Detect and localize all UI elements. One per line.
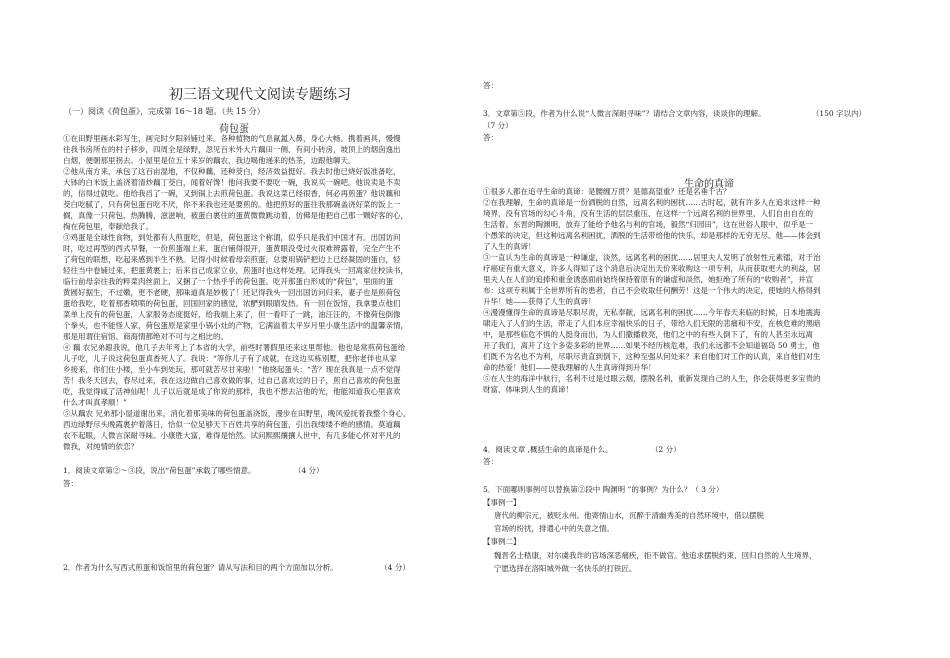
passage-line: 黄圆好据生，不过嫩，更不老硬，那味道真是妙极了！还记得我头一回出国访问归来，妻子也是煎荷包 [63,288,401,297]
left-column [0,0,468,658]
passage-2-line: 开了我们，离开了这个多姿多彩的世界……如果不经历核危难，我们永远都不会知道福岛 50 勇士，他 [483,341,820,350]
passage-2-line: ①很多人都在追寻生命的真谛：是腰缠万贯？是德高望重？还是名垂千古？ [483,187,731,196]
example-2-title: 【事例二】 [483,537,521,546]
passage-line: 了荷包的联想，吃起来感到半生不熟。记得小时候看母亲煎蛋，总要用锅铲把边上已经凝固的蛋白，轻 [63,255,401,264]
example-2-line: 魏晋名士嵇康，对尔虞我诈的官场深恶痛疾，拒不做官。他追求摆脱约束、回归自然的人生境界， [494,551,817,560]
passage-line: 临行前母亲往我的粹菜肉丝面上，又捆了一个热乎乎的荷包蛋。吃开那蛋白形成的“荷包”，里面的蛋 [63,277,394,286]
example-2-body [494,549,944,575]
passage-2-title: 生命的真谛 [684,179,734,190]
question-2-score: （4 分） [380,563,410,572]
passage-2-line: 啸走入了人们的生活，带走了人们本应幸福快乐的日子，带给人们无限的悲痛和不安，在核危难的黑暗 [483,319,821,328]
page-title: 初三语文现代文阅读专题练习 [169,87,351,103]
passage-2-line: 了人生的真谛！ [483,242,536,251]
passage-line: 那是用谓住宿馆、商海情都绝对不可与之相比的。 [63,332,228,341]
passage-line: ①在田野里画水彩写生，画完时夕阳斜铺过来。各种植物的气息氤氲入鼻，身心大畅。携着画具，慢慢 [63,134,401,143]
passage-2-line: 布：这项专利属于全世界所有的患者，自己不会收取任何酬劳！这是一个伟大的决定，使她的人格得到 [483,286,821,295]
passage-2-line: 疗癌症有重大意义，许多人得知了这个消息后决定出天价来收购这一项专利，从而获取更大的利益，居 [483,264,821,273]
question-3-score: （7 分） [483,121,513,130]
question-3-text: 3．文章第⑤段，作者为什么说“人微言深耐寻味”？请结合文章内容，谈谈你的理解。 [483,109,766,118]
passage-line: ③鸡蛋是全球性食物，到处都有人煎蛋吃，但是，荷包蛋这个称谓，似乎只是我们中国才有。出国访问 [63,233,401,242]
question-2-text: 2．作者为什么写西式煎蛋和饭馆里的荷包蛋？请从写法和目的两个方面加以分析。 [63,563,338,572]
example-1-line: 官场的纷扰，排遣心中的失意之情。 [494,524,614,533]
passage-2-line: 们既不为名也不为利，尽职尽责直到倒下，这种至强从何处来？来自他们对工作的认真，来自他们对生 [483,352,821,361]
example-2-line: 宁愿选择在洛阳城外做一名快乐的打铁匠。 [494,564,637,573]
passage-line: 乡接来，你们住小楼，坐小车到处玩，那可就苦尽甘来啦！”他挠起蛋头：“苦？现在我真是一点不觉得 [63,365,401,374]
passage-line: ⑤从藕农 兄弟那小屋道谢出来，消化着那美味的荷包蛋盖浇饭，漫步在田野里，晚风爱抚着我整个身心， [63,409,411,418]
example-1-title: 【事例一】 [483,498,521,507]
passage-line: 轻往当中卷铺过来，把蛋黄裹上；后来自己成家立业，煎蛋时也这样处理。记得我头一回离家住校读书， [63,266,408,275]
passage-line: 西边绿野尽头晚霞裹护着落日，恰似一位足够天下百姓共享的荷包蛋，引出我缕缕不绝的感情。莫道藕 [63,420,401,429]
passage-2-line: 里夫人在人们的追捧和重金诱惑面前始终保持着原有的谦虚和淡然，她拒绝了所有的“收购者”，并宣 [483,275,814,284]
question-1 [63,465,324,476]
passage-line: ④ 藕 农兄弟跟我说，他几子去年考上了本省的大学，前些时署假里还来这里帮他。他也是常煎荷包蛋给 [63,343,406,352]
passage-line: 往我书房所在的村子移步，四周全是绿野，忽见百米外大片藕田一侧，有间小砖房，坡顶上的烟囱逸出 [63,145,401,154]
question-3-limit: （150 字以内） [811,109,867,118]
passage-2-line: 升华！她——获得了人生的真谛！ [483,297,596,306]
passage-2-line: 中，是那些临危不惧的人挺身而出，为人们撒播救亮，他们之中的有些人倒下了，有的人甚至永远离 [483,330,813,339]
passage-2-line: ③一直认为生命的真谛是一种谦虚，淡然，远离名利的困扰……居里夫人发明了放射性元素镭，对于治 [483,253,821,262]
example-1-body [494,509,944,535]
question-3-answer-label: 答： [483,133,498,142]
answer-label-top: 答： [483,81,498,90]
question-4-text: 4．阅读文章 ,概括生命的真谛是什么。 [483,445,613,454]
passage-2-line: 命的热爱！他们——使我理解的人生真谛得到升华！ [483,363,656,372]
passage-line: 蛋给我吃，吃着那香喷喷的荷包蛋，回国回家的感觉，浓酽到眼睛发热。有一回在饭馆，我拿要点他们 [63,299,401,308]
passage-title: 荷包蛋 [219,124,249,135]
passage-2-line: 境界，没有官场的勾心斗角，没有生活的层层重压，在这样一个远离名利的世界里，人们自由自在的 [483,209,813,218]
question-1-score: （4 分） [293,466,324,475]
question-3 [483,108,866,119]
passage-2-line: ⑤在人生的海洋中航行，名利不过是过眼云烟，摆脱名利，重新发现自己的人生，你会获得更多宝贵的 [483,374,821,383]
passage-2-body [483,186,933,395]
passage-line: 白烟，便朝那里拐去。小屋里是位五十来岁的藕农，我边喝他递来的热茶，边跟他聊天。 [63,156,356,165]
passage-2-line: 生活着。东晋的陶渊明，放弃了能给予他名与利的官场，毅然“归园田”，这在世俗人眼中，似乎是一 [483,220,814,229]
example-1-line: 唐代的柳宗元，被贬永州。他寄情山水，沉醉于清幽秀美的自然环境中，借以摆脱 [494,511,764,520]
passage-line: 微我，对纯情的依恋？ [63,442,138,451]
passage-line: 个拳头，也不能怪人家，荷包蛋原是家里小锅小灶的产物，它满溢着太平岁月里小康生活中的温馨亲情， [63,321,408,330]
question-1-text: 1．阅读文章第②～③段，说出“荷包蛋”承载了哪些情意。 [63,466,256,475]
passage-2-line: 个愚笨的决定，但这种远离名利困扰，洒脱的生活带给他的快乐，却是那样的无穷无尽。他——体会到 [483,231,821,240]
right-column [474,0,944,658]
passage-line: 苦！我冬天回去，春尽过来，我在这边做自己喜欢做的事，过自己喜欢过的日子，煎自己喜欢的荷包蛋 [63,376,401,385]
passage-line: 什么才叫真孝顺！” [63,398,127,407]
passage-line: 儿子吃，儿子说这荷包蛋真香死人了。我说：“等你儿子有了成就，在这边买栋别墅，把你老伴也从家 [63,354,397,363]
question-4-score: （2 分） [650,445,681,454]
passage-2-line: ④漫漫懂得生命的真谛是尽职尽责，无私奉献，远离名利的困扰……今年春天来临的时候，日本地震海 [483,308,821,317]
passage-line: 吃，我觉得咸了活神仙呢！儿子以后就是成了你说的那样，我也不想去沾他的光，他能知道我心里喜欢 [63,387,401,396]
passage-line: 农不起眼，人微言深耐寻味。小康胜大富，难得是怡然。试问熙熙攘攘人世中，有几多能心怀对平凡的 [63,431,401,440]
passage-line: 茭白吃腻了，只有荷包蛋百吃不厌，你不来我也还是要煎的。他把煎好的蛋往我那碗盖浇好菜的饭上一 [63,200,401,209]
question-4 [483,444,681,455]
passage-2-line: ②在我理解，生命的真谛是一份洒脱的自然，远离名利的困扰……古时起，就有许多人在追求这样一种 [483,198,821,207]
question-4-answer-label: 答： [483,457,498,466]
question-2 [63,562,410,573]
passage-line: 时，吃过再型的西式早餐，一份煎蛋端上来，蛋白铺得很开，蛋黄眼没受过火很难辨露着，完全产生不 [63,244,401,253]
passage-line: 菜单上没有的荷包蛋，人家服务态度挺好，给我端上来了，但一看吓了一跳，油汪汪的，不像荷包倒像 [63,310,401,319]
passage-2-line: 财富，体味到人生的真谛！ [483,385,573,394]
passage-line: ②他从南方来，承包了这百亩湿地，不仅种藕，还种茭白，经济效益挺好。我去时他已烧好饭准备吃， [63,167,401,176]
passage-body [63,133,463,452]
passage-line: 的，信得过就吃。他给我舀了一碗，又到锅上去煎荷包蛋。我说这菜已经很香，何必再煎蛋？他说藕和 [63,189,401,198]
passage-line: 掏在荷包里，奉献给我了。 [63,222,153,231]
passage-line: 搁，真像一只荷包，热腾腾，滋滋响，被蛋白裹住的蛋黄微微跳动着，仿佛是他把自己那一颗好客的心， [63,211,408,220]
passage-line: 大钵的白米饭上盖浇着清炒藕丁茭白，闻着好馋！他问我要不要吃一碗，我说买一碗吧。他说卖是不卖 [63,178,401,187]
section-intro: （一）阅读《荷包蛋》，完成第 16～18 题。（共 15 分） [64,107,265,116]
question-5: 5．下面哪则事例可以替换第②段中 陶渊明 ”的事例？为什么？（ 3 分） [483,485,724,494]
question-1-answer-label: 答： [63,479,78,488]
